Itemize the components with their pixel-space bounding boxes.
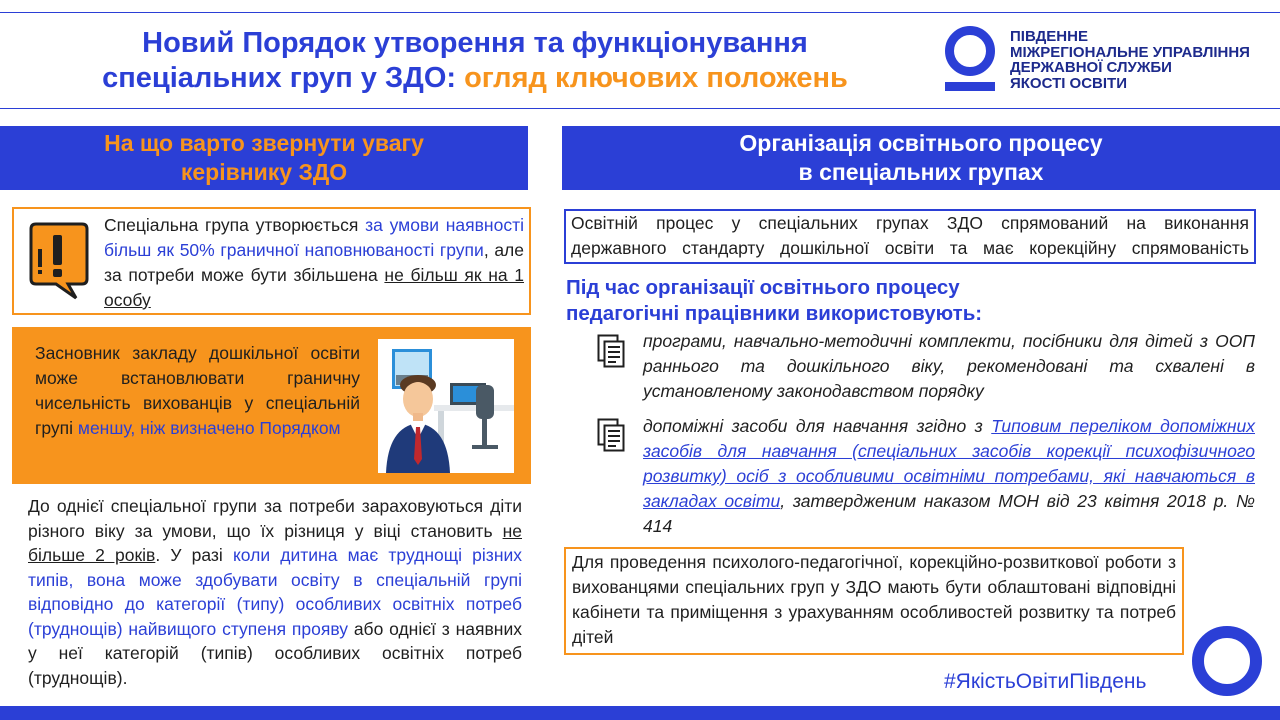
page-title: Новий Порядок утворення та функціонування спеціальних груп у ЗДО: огляд ключових положень bbox=[102, 27, 848, 94]
founder-text: Засновник закладу дошкільної освіти може встановлювати граничну чисельність вихованців у спеціальній групі меншу, ніж визначено Порядком bbox=[35, 343, 360, 438]
rooms-box: Для проведення психолого-педагогічної, корекційно-розвиткової роботи з вихованцями спеціальних груп у ЗДО мають бути облаштовані відповідні кабінети та приміщення з урахуванням особливостей розвитку та потреб дітей bbox=[564, 547, 1184, 655]
ring-logo-icon bbox=[945, 26, 995, 76]
educational-process-box: Освітній процес у спеціальних групах ЗДО спрямований на виконання державного стандарту дошкільної освіти та має корекційну спрямованість bbox=[564, 209, 1256, 264]
teachers-subheading: Під час організації освітнього процесу педагогічні працівники використовують: bbox=[566, 276, 983, 325]
header-top-line bbox=[0, 12, 1280, 13]
ring-logo-icon bbox=[1192, 626, 1262, 696]
hashtag: #ЯкістьОвітиПівдень bbox=[944, 670, 1147, 693]
left-banner: На що варто звернути увагу керівнику ЗДО bbox=[0, 126, 528, 190]
footer-bar bbox=[0, 706, 1280, 720]
warning-speech-bubble-icon bbox=[28, 221, 90, 301]
group-size-text: Спеціальна група утворюється за умови наявності більш як 50% граничної наповнюваності групи, але за потреби може бути збільшена не більш як на 1 особу bbox=[104, 215, 524, 310]
document-icon bbox=[597, 418, 625, 452]
group-size-box bbox=[12, 207, 531, 315]
list-item-aids: допоміжні засоби для навчання згідно з Типовим переліком допоміжних засобів для навчання (спеціальних засобів корекції психофізичного розвитку) осіб з особливими освітніми потребами, які навчаються в закладах освіти, затвердженим наказом МОН від 23 квітня 2018 р. № 414 bbox=[643, 416, 1255, 536]
age-difference-text: До однієї спеціальної групи за потреби зараховуються діти різного віку за умови, що їх різниця у віці становить не більше 2 років. У разі коли дитина має труднощі різних типів, вона може здобувати освіту в спеціальній групі відповідно до категорії (типу) особливих освітніх потреб (труднощів) найвищого ступеня прояву або однієї з наявних у неї категорій (типів) особливих освітніх потреб (труднощів). bbox=[28, 496, 523, 688]
document-icon bbox=[597, 334, 625, 368]
logo-underline bbox=[945, 82, 995, 91]
list-item-programs: програми, навчально-методичні комплекти, посібники для дітей з ООП раннього та дошкільного віку, рекомендовані та схвалені в установленому законодавством порядку bbox=[643, 331, 1255, 401]
right-banner: Організація освітнього процесу в спеціальних групах bbox=[562, 126, 1280, 190]
typical-list-link[interactable]: Типовим переліком допоміжних засобів для навчання (спеціальних засобів корекції психофізичного розвитку) осіб з особливими освітніми потребами, які навчаються в закладах освіти bbox=[643, 416, 1255, 511]
header-bottom-line bbox=[0, 108, 1280, 109]
founder-box bbox=[12, 327, 531, 484]
office-worker-illustration bbox=[378, 339, 514, 473]
organization-name: ПІВДЕННЕ МІЖРЕГІОНАЛЬНЕ УПРАВЛІННЯ ДЕРЖАВНОЇ СЛУЖБИ ЯКОСТІ ОСВІТИ bbox=[1010, 28, 1250, 92]
